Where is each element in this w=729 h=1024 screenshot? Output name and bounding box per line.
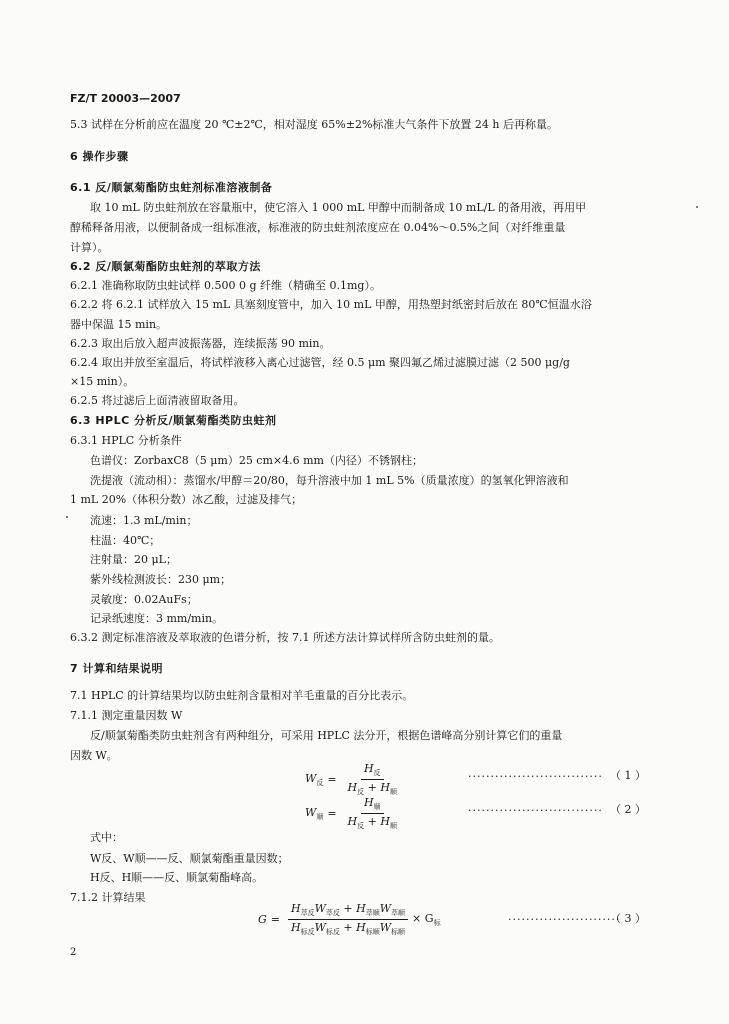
section-7-heading: 7 计算和结果说明 [70, 662, 163, 675]
eq1-tag: （ 1 ） [610, 769, 646, 782]
clause-6-3-heading: 6.3 HPLC 分析反/顺氯菊酯类防虫蛀剂 [70, 414, 277, 427]
eq3-tag: （ 3 ） [610, 912, 646, 925]
eq1-denominator: $H_反 + H_顺$ [347, 781, 397, 797]
clause-6-2-3: 6.2.3 取出后放入超声波振荡器，连续振荡 90 min。 [70, 337, 331, 350]
equation-2: $W_顺$ = $\frac{H_顺}{H_反 + H_顺}$ [305, 796, 404, 831]
where-label: 式中： [90, 831, 123, 844]
page-number: 2 [70, 947, 77, 958]
hplc-chart-speed: 记录纸速度：3 mm/min。 [90, 612, 224, 625]
eq2-denominator: $H_反 + H_顺$ [347, 815, 397, 831]
clause-6-1-line-1: 取 10 mL 防虫蛀剂放在容量瓶中，使它溶入 1 000 mL 甲醇中而制备成 10 mL/L 的备用液，再用甲 [90, 201, 587, 214]
scan-speck [696, 206, 698, 208]
clause-6-2-2-line-2: 器中保温 15 min。 [70, 318, 168, 331]
clause-6-3-1-heading: 6.3.1 HPLC 分析条件 [70, 434, 182, 447]
hplc-flow-rate: 流速：1.3 mL/min； [90, 514, 198, 527]
clause-7-1: 7.1 HPLC 的计算结果均以防虫蛀剂含量相对羊毛重量的百分比表示。 [70, 689, 414, 702]
clause-6-1-line-2: 醇稀释备用液，以便制备成一组标准液，标准液的防虫蛀剂浓度应在 0.04%～0.5%之间（对纤维重量 [70, 221, 566, 234]
clause-6-2-4-line-1: 6.2.4 取出并放至室温后，将试样液移入离心过滤管，经 0.5 μm 聚四氟乙烯过滤膜过滤（2 500 μg/g [70, 356, 570, 369]
clause-6-2-heading: 6.2 反/顺氯菊酯防虫蛀剂的萃取方法 [70, 260, 261, 273]
clause-6-3-2: 6.3.2 测定标准溶液及萃取液的色谱分析，按 7.1 所述方法计算试样所含防虫蛀剂的量。 [70, 631, 500, 644]
eq2-lhs: $W_顺$ [305, 805, 324, 821]
clause-5-3: 5.3 试样在分析前应在温度 20 ℃±2℃，相对湿度 65%±2%标准大气条件下放置 24 h 后再称量。 [70, 118, 558, 131]
eq2-numerator: $H_顺$ [361, 796, 384, 814]
eq1-numerator: $H_反$ [361, 762, 384, 780]
clause-6-2-4-line-2: ×15 min）。 [70, 375, 135, 388]
eq3-lhs: G [258, 913, 267, 927]
clause-7-1-1-heading: 7.1.1 测定重量因数 W [70, 709, 183, 722]
section-6-heading: 6 操作步骤 [70, 150, 129, 163]
eq3-numerator: $H_{萃反}W_{萃反} + H_{萃顺}W_{萃顺}$ [288, 902, 408, 920]
clause-6-2-2-line-1: 6.2.2 将 6.2.1 试样放入 15 mL 具塞刻度管中，加入 10 mL 甲醇，用热塑封纸密封后放在 80℃恒温水浴 [70, 298, 592, 311]
eq3-denominator: $H_{标反}W_{标反} + H_{标顺}W_{标顺}$ [291, 921, 406, 937]
eq1-lhs: $W_反$ [305, 771, 324, 787]
equation-3: G = $\frac{H_{萃反}W_{萃反} + H_{萃顺}W_{萃顺}}{H_{标反}W_{标反} + H_{标顺}W_{标顺}}$ × $G_标$ [258, 902, 441, 937]
clause-6-2-1: 6.2.1 准确称取防虫蛀试样 0.500 0 g 纤维（精确至 0.1mg）。 [70, 279, 381, 292]
clause-7-1-2-heading: 7.1.2 计算结果 [70, 891, 146, 904]
eq1-leader: ······························ [468, 770, 603, 783]
clause-7-1-1-line-1: 反/顺氯菊酯类防虫蛀剂含有两种组分，可采用 HPLC 法分开，根据色谱峰高分别计算它们的重量 [90, 729, 563, 742]
hplc-uv-wavelength: 紫外线检测波长：230 μm； [90, 573, 232, 586]
eq3-leader: ························· [508, 913, 621, 926]
hplc-sensitivity: 灵敏度：0.02AuFs； [90, 593, 198, 606]
eq3-multiplier: × $G_标$ [412, 911, 441, 927]
hplc-eluent-line-1: 洗提液（流动相）：蒸馏水/甲醇＝20/80，每升溶液中加 1 mL 5%（质量浓度）的氢氧化钾溶液和 [90, 474, 569, 487]
clause-6-1-heading: 6.1 反/顺氯菊酯防虫蛀剂标准溶液制备 [70, 181, 273, 194]
clause-7-1-1-line-2: 因数 W。 [70, 749, 118, 762]
clause-6-1-line-3: 计算）。 [70, 241, 109, 254]
eq2-tag: （ 2 ） [610, 803, 646, 816]
hplc-injection-volume: 注射量：20 μL； [90, 553, 177, 566]
definition-h: H反、H顺——反、顺氯菊酯峰高。 [90, 871, 264, 884]
hplc-eluent-line-2: 1 mL 20%（体积分数）冰乙酸，过滤及排气； [70, 493, 303, 506]
hplc-column-temp: 柱温：40℃； [90, 534, 161, 547]
clause-6-2-5: 6.2.5 将过滤后上面清液留取备用。 [70, 394, 245, 407]
definition-w: W反、W顺——反、顺氯菊酯重量因数； [90, 852, 289, 865]
standard-code: FZ/T 20003—2007 [70, 92, 181, 105]
eq2-leader: ······························ [468, 804, 603, 817]
hplc-column: 色谱仪：ZorbaxC8（5 μm）25 cm×4.6 mm（内径）不锈钢柱； [90, 454, 423, 467]
scan-speck [66, 516, 68, 518]
equation-1: $W_反$ = $\frac{H_反}{H_反 + H_顺}$ [305, 762, 404, 797]
